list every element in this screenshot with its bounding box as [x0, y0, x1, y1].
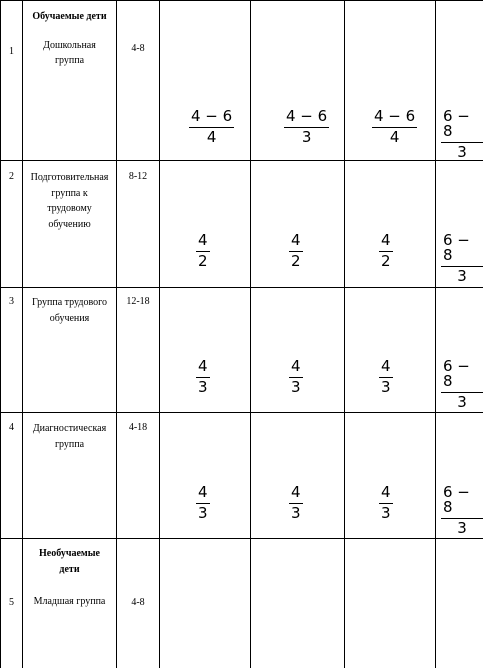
row-number-cell [1, 161, 23, 288]
fraction: 4 − 6 4 [374, 107, 416, 146]
value-cell [251, 161, 345, 288]
age-cell [117, 539, 160, 668]
age-range: 4-8 [131, 597, 145, 608]
group-cell [23, 288, 117, 413]
fraction: 4 2 [381, 231, 391, 270]
age-range: 12-18 [126, 296, 150, 307]
table-row [1, 413, 483, 539]
fraction: 6 − 8 3 [441, 109, 483, 160]
value-cell [345, 1, 436, 161]
value-cell [251, 288, 345, 413]
age-range: 4-18 [128, 422, 148, 433]
row-number: 4 [9, 422, 14, 433]
value-cell [160, 1, 251, 161]
row-number-cell [1, 1, 23, 161]
table-row [1, 161, 483, 288]
fraction: 4 − 6 4 [191, 107, 233, 146]
fraction: 6 − 8 3 [441, 233, 483, 284]
value-cell [436, 539, 483, 668]
group-name: Диагностическая группа [32, 423, 107, 450]
row-number: 2 [9, 171, 14, 182]
group-cell [23, 1, 117, 161]
value-cell [160, 539, 251, 668]
group-name: Дошкольная группа [43, 39, 96, 66]
value-cell [160, 288, 251, 413]
table-row [1, 288, 483, 413]
age-cell [117, 1, 160, 161]
group-cell [23, 161, 117, 288]
group-cell [23, 413, 117, 539]
table-row [1, 539, 483, 668]
section-header: Необучаемые дети [39, 548, 100, 575]
row-number: 1 [9, 46, 14, 57]
row-number-cell [1, 288, 23, 413]
value-cell [160, 413, 251, 539]
age-cell [117, 413, 160, 539]
row-number-cell [1, 539, 23, 668]
fraction: 4 3 [198, 357, 208, 396]
value-cell [345, 539, 436, 668]
age-range: 8-12 [128, 171, 148, 182]
value-cell [251, 413, 345, 539]
age-cell [117, 161, 160, 288]
group-name: Группа трудового обучения [32, 297, 107, 324]
fraction: 6 − 8 3 [441, 485, 483, 536]
value-cell [345, 413, 436, 539]
fraction: 4 3 [381, 483, 391, 522]
fraction: 4 2 [291, 231, 301, 270]
age-cell [117, 288, 160, 413]
row-number: 5 [9, 597, 14, 608]
value-cell [436, 161, 483, 288]
value-cell [436, 413, 483, 539]
fraction: 4 3 [381, 357, 391, 396]
value-cell [345, 161, 436, 288]
value-cell [160, 161, 251, 288]
fraction: 4 2 [198, 231, 208, 270]
fraction: 6 − 8 3 [441, 359, 483, 410]
value-cell [436, 288, 483, 413]
table-row [1, 1, 483, 161]
value-cell [251, 539, 345, 668]
section-header: Обучаемые дети [32, 11, 107, 22]
age-range: 4-8 [131, 43, 145, 54]
group-cell [23, 539, 117, 668]
value-cell [251, 1, 345, 161]
value-cell [436, 1, 483, 161]
fraction: 4 3 [291, 483, 301, 522]
fraction: 4 3 [198, 483, 208, 522]
group-name: Младшая группа [33, 596, 106, 607]
fraction: 4 3 [291, 357, 301, 396]
row-number-cell [1, 413, 23, 539]
fraction: 4 − 6 3 [286, 107, 328, 146]
row-number: 3 [9, 296, 14, 307]
group-name: Подготовительная группа к трудовому обучению [30, 172, 109, 230]
value-cell [345, 288, 436, 413]
